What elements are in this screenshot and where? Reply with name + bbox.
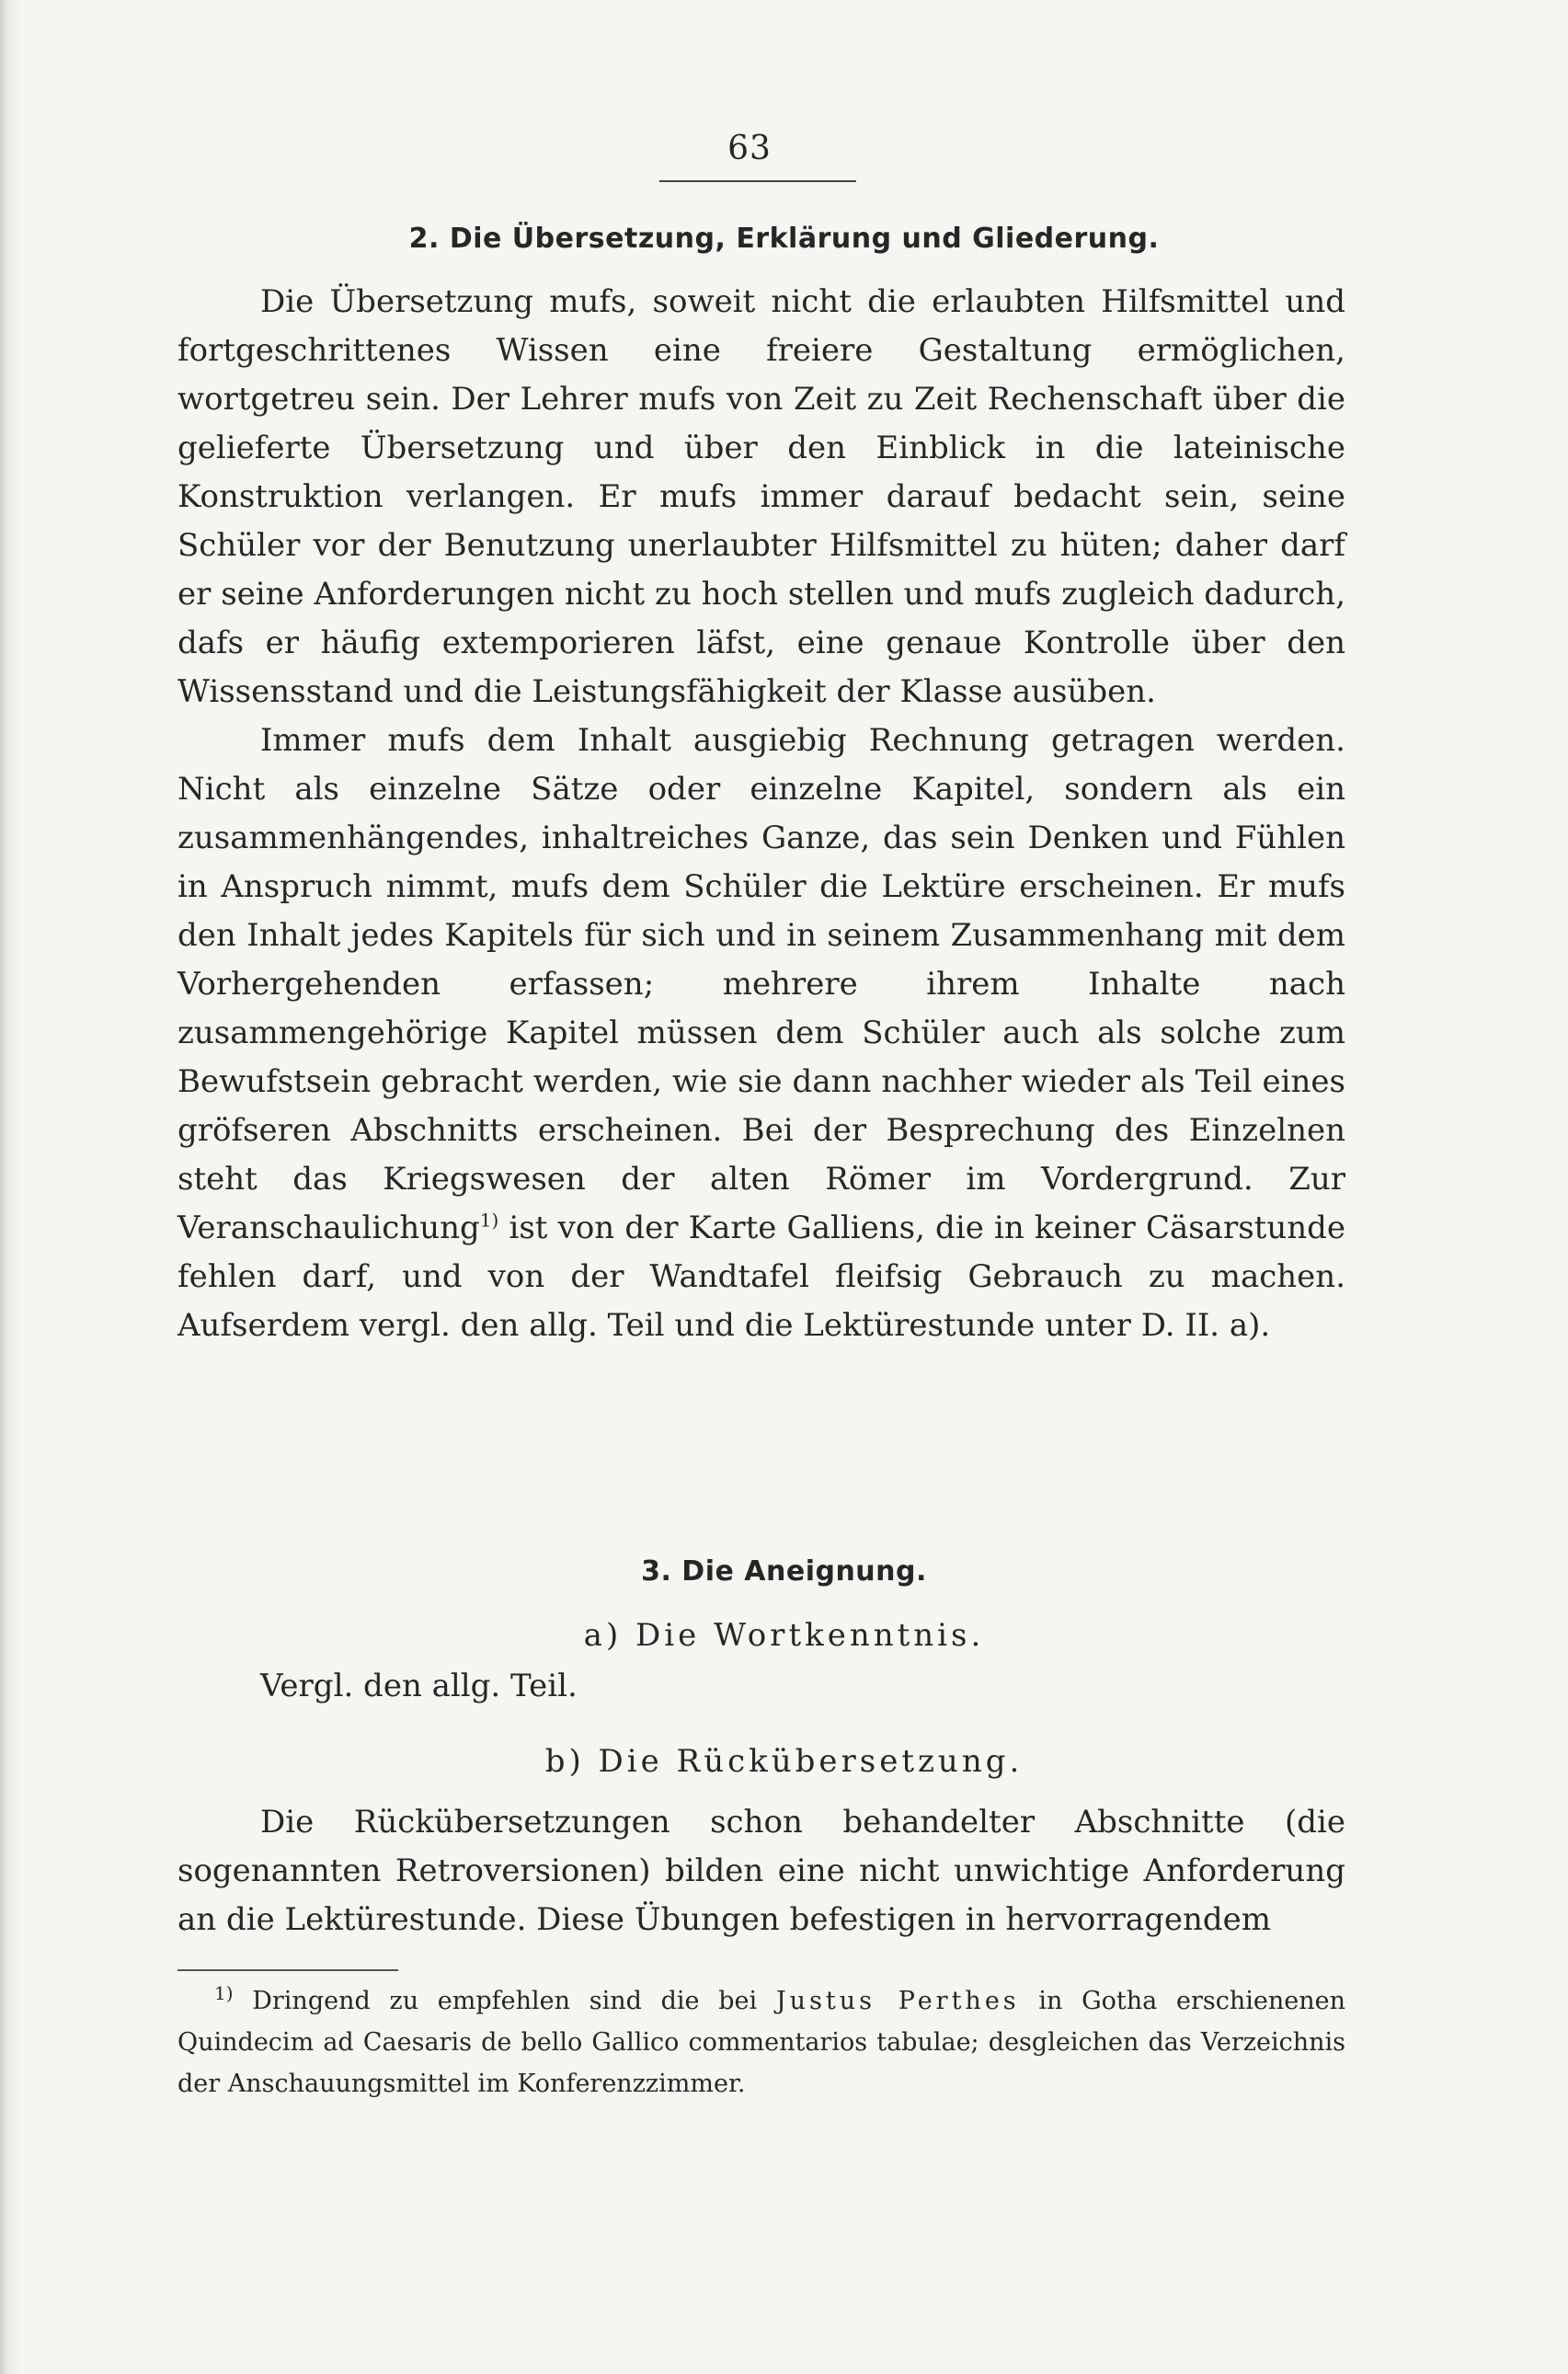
footnote — [177, 1980, 1345, 2104]
section-2-paragraph-2 — [177, 717, 1345, 1350]
subsection-a-heading: a) Die Wortkenntnis. — [583, 1617, 985, 1654]
section-3-heading: 3. Die Aneignung. — [641, 1555, 927, 1588]
paragraph-2-text-after-note: ist von der Karte Galliens, die in keiner Cäsarstunde fehlen darf, und von der Wandtafel fleifsig Gebrauch zu machen. Aufserdem vergl. den allg. Teil und die Lektürestunde unter D. II. a). — [177, 1210, 1345, 1344]
section-2-heading: 2. Die Übersetzung, Erklärung und Gliederung. — [408, 223, 1160, 255]
footnote-marker: 1) — [214, 1982, 234, 2004]
page-number-rule — [659, 180, 856, 182]
footnote-publisher-name: Justus Perthes — [775, 1987, 1020, 2015]
subsection-b-heading: b) Die Rückübersetzung. — [544, 1743, 1024, 1780]
footnote-rule — [177, 1969, 398, 1971]
footnote-text-before: Dringend zu empfehlen sind die bei — [233, 1987, 776, 2015]
footnote-text-after: in Gotha erschienenen Quindecim ad Caesaris de bello Gallico commentarios tabulae; desgleichen das Verzeichnis der Anschauungsmittel im Konferenzzimmer. — [177, 1987, 1345, 2098]
page-edge-shadow — [0, 0, 20, 2374]
section-2-body — [177, 278, 1345, 1350]
section-2-paragraph-1: Die Übersetzung mufs, soweit nicht die erlaubten Hilfsmittel und fortgeschrittenes Wissen eine freiere Gestaltung ermöglichen, wortgetreu sein. Der Lehrer mufs von Zeit zu Zeit Rechenschaft über die gelieferte Übersetzung und über den Einblick in die lateinische Konstruktion verlangen. Er mufs immer darauf bedacht sein, seine Schüler vor der Benutzung unerlaubter Hilfsmittel zu hüten; daher darf er seine Anforderungen nicht zu hoch stellen und mufs zugleich dadurch, dafs er häufig extemporieren läfst, eine genaue Kontrolle über den Wissensstand und die Leistungsfähigkeit der Klasse ausüben. — [177, 283, 1345, 710]
paragraph-2-text-before-note: Immer mufs dem Inhalt ausgiebig Rechnung getragen werden. Nicht als einzelne Sätze oder einzelne Kapitel, sondern als ein zusammenhängendes, inhaltreiches Ganze, das sein Denken und Fühlen in Anspruch nimmt, mufs dem Schüler die Lektüre erscheinen. Er mufs den Inhalt jedes Kapitels für sich und in seinem Zusammenhang mit dem Vorhergehenden erfassen; mehrere ihrem Inhalte nach zusammengehörige Kapitel müssen dem Schüler auch als solche zum Bewufstsein gebracht werden, wie sie dann nachher wieder als Teil eines gröfseren Abschnitts erscheinen. Bei der Besprechung des Einzelnen steht das Kriegswesen der alten Römer im Vordergrund. Zur Veranschaulichung — [177, 722, 1345, 1246]
subsection-b-text: Die Rückübersetzungen schon behandelter Abschnitte (die sogenannten Retroversionen) bilden eine nicht unwichtige Anforderung an die Lektürestunde. Diese Übungen befestigen in hervorragendem — [177, 1804, 1345, 1938]
page-number: 63 — [727, 130, 772, 167]
subsection-a-text: Vergl. den allg. Teil. — [260, 1668, 578, 1704]
subsection-b-body — [177, 1798, 1345, 1944]
footnote-reference: 1) — [479, 1209, 499, 1232]
subsection-a-body — [177, 1662, 1345, 1711]
